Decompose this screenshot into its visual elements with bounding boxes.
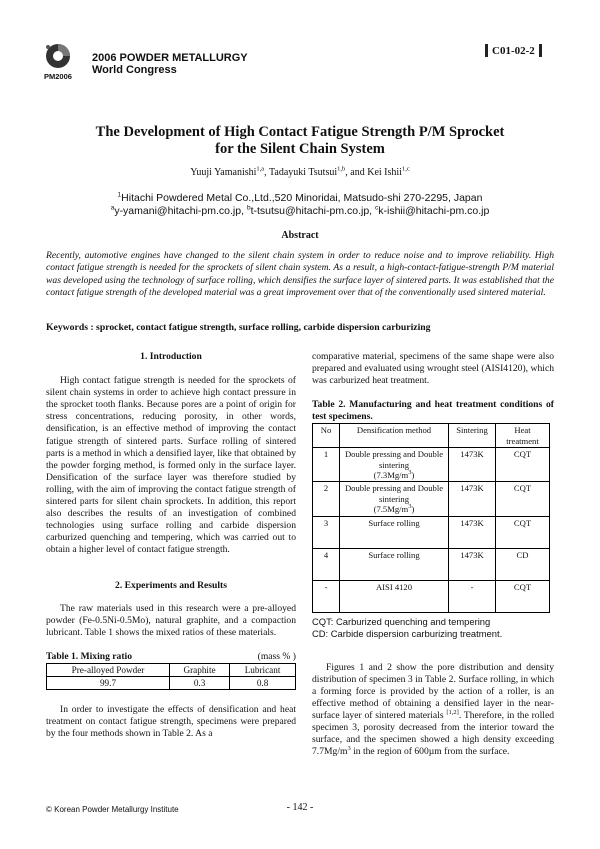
left-column [46, 351, 296, 740]
copyright: © Korean Powder Metallurgy Institute [46, 805, 179, 814]
introduction-text: High contact fatigue strength is needed for the sprockets of silent chain systems in order to achieve high contact pressure in the sprocket tooth flanks. Because pores are a point of origin for stress concentrations, reducing porosity, in other words, densification, is an effective method of improving the contact fatigue strength of sintered parts. Surface rolling of sintered parts is a method in which a densified layer, like that obtained by the powder forging method, is formed only in the surface layer. Densification of the surface layer was therefore studied by rolling, with the aim of improving the contact fatigue strength of sintered parts for silent chain sprockets. In addition, this report also describes the results of an investigation of combined technologies using surface rolling and carbide dispersion carburized quenching and tempering, which was carried out to obtain a higher level of contact fatigue strength. [46, 375, 296, 556]
section-heading-introduction: 1. Introduction [140, 351, 202, 362]
table2-conditions [312, 423, 550, 612]
paper-code: C01-02-2 [485, 44, 542, 57]
table-row: 3 Surface rolling 1473K CQT [313, 516, 550, 548]
table-header-row: Pre-alloyed Powder Graphite Lubricant [47, 663, 296, 676]
table-row: 2 Double pressing and Double sintering $(7.5Mg/m^3)$ 1473K CQT [313, 482, 550, 516]
abstract-heading: Abstract [281, 230, 319, 241]
logo-text: PM2006 [44, 72, 72, 81]
table-row: 1 Double pressing and Double sintering $(7.3Mg/m^3)$ 1473K CQT [313, 448, 550, 482]
experiments-text: The raw materials used in this research were a pre-alloyed powder (Fe-0.5Ni-0.5Mo), natural graphite, and a compaction lubricant. Table 1 shows the mixed ratios of these materials. [46, 602, 296, 638]
conference-name: 2006 POWDER METALLURGY World Congress [92, 52, 248, 76]
table1-unit: (mass % ) [257, 650, 296, 662]
table-row: 4 Surface rolling 1473K CD [313, 548, 550, 580]
table1-mixing-ratio [46, 663, 296, 690]
right-column [312, 351, 554, 758]
authors: Yuuji Yamanishi$^{1,a}$, Tadayuki Tsutsui$^{1,b}$, and Kei Ishii$^{1,c}$ [190, 165, 410, 178]
section-heading-experiments: 2. Experiments and Results [115, 579, 227, 591]
paper-title: The Development of High Contact Fatigue Strength P/M Sprocket for the Silent Chain System [95, 124, 505, 157]
table2-notes: CQT: Carburized quenching and tempering CD: Carbide dispersion carburizing treatment. [312, 615, 503, 639]
page-number: - 142 - [286, 802, 314, 813]
keywords: Keywords : sprocket, contact fatigue strength, surface rolling, carbide dispersion carburizing [46, 322, 431, 333]
table-header-row: No Densification method Sintering Heat treatment [313, 424, 550, 448]
abstract-text: Recently, automotive engines have changed to the silent chain system in order to reduce noise and to improve reliability. High contact fatigue strength is needed for the sprockets of silent chain system. As a result, a high-contact-fatigue-strength P/M material was developed using the technology of surface rolling, which densifies the surface layer of sintered parts. It was established that the contact fatigue strength of the developed material was a great improvement over that of the conventionally used sintered material. [46, 250, 554, 299]
table-row: 99.7 0.3 0.8 [47, 677, 296, 690]
pm2006-logo [40, 42, 76, 82]
author-emails: $^a$y-yamani@hitachi-pm.co.jp, $^b$t-tsutsu@hitachi-pm.co.jp, $^c$k-ishii@hitachi-pm.co.jp [110, 204, 490, 217]
figures-text: Figures 1 and 2 show the pore distribution and density distribution of specimen 3 in Table 2. Surface rolling, in which a forming force is provided by the action of a roller, is an effective method of obtaining a densified layer in the near-surface layer of sintered materials [1,2]. Therefore, in the rolled specimen 3, porosity decreased from the interior toward the surface, and the specimen showed a high density exceeding $7.7Mg/m^3$ in the region of 600µm from the surface. [312, 661, 554, 758]
table1-caption: Table 1. Mixing ratio [46, 650, 132, 662]
affiliation: $^1$Hitachi Powdered Metal Co.,Ltd.,520 Minoridai, Matsudo-shi 270-2295, Japan $^a$y-yamani@hitachi-pm.co.jp, $^b$t-tsutsu@hitachi-pm.co.jp, $^c$k-ishii@hitachi-pm.co.jp [0, 192, 600, 218]
table2-caption: Table 2. Manufacturing and heat treatment conditions of test specimens. [312, 399, 554, 422]
after-table-text: In order to investigate the effects of densification and heat treatment on contact fatigue strength, specimens were prepared by the four methods shown in Table 2. As a [46, 704, 296, 740]
table-row: - AISI 4120 - CQT [313, 580, 550, 612]
table1-caption-row [46, 651, 296, 663]
comparative-text: comparative material, specimens of the same shape were also prepared and evaluated using wrought steel (AISI4120), which was carburized heat treatment. [312, 351, 554, 387]
